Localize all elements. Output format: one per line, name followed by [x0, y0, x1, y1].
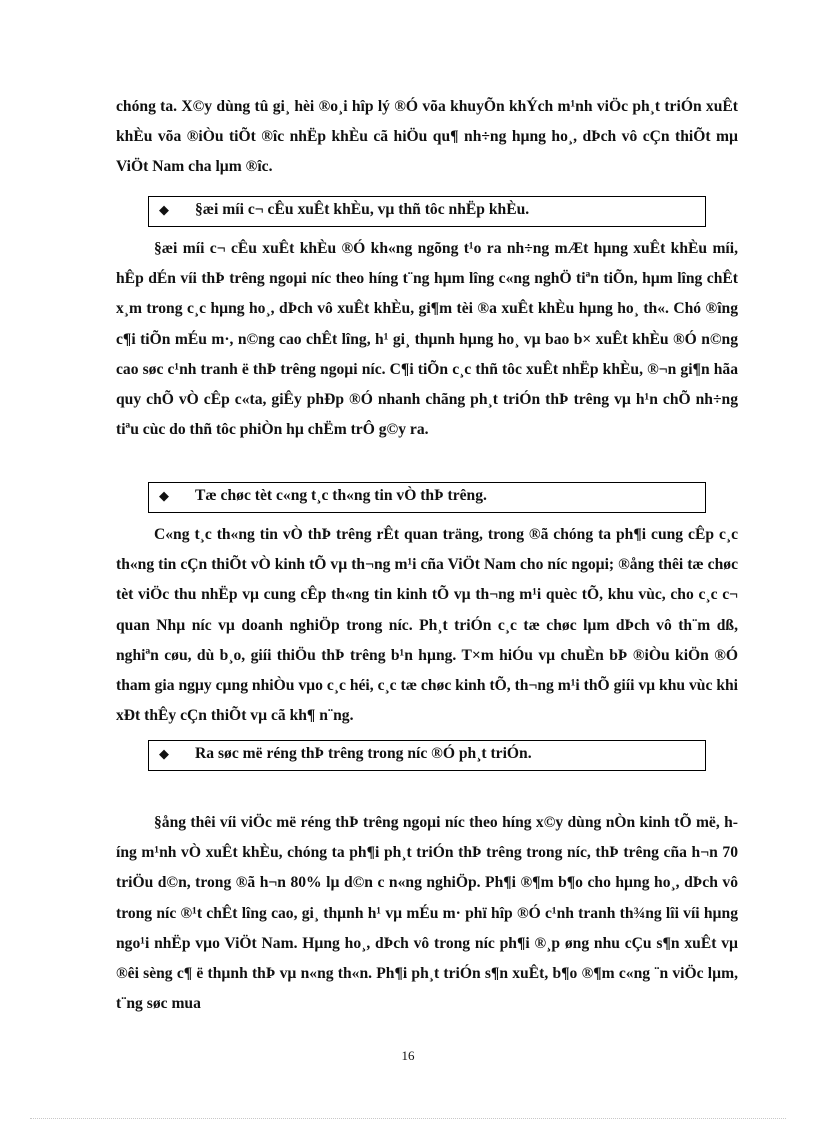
paragraph-1: chóng ta. X©y dùng tû gi¸ hèi ®o¸i hîp lý ®Ó võa khuyÕn khÝch m¹nh viÖc ph¸t triÓn xuÊt khÈu võa ®iÒu tiÕt ®îc nhËp khÈu cã hiÖu qu¶ nh÷ng hµng ho¸, dÞch vô cÇn thiÕt mµ ViÖt Nam cha lµm ®îc. — [116, 98, 738, 176]
section-heading-3 — [148, 740, 706, 771]
bullet-diamond-icon: ◆ — [159, 747, 169, 762]
paragraph-3: C«ng t¸c th«ng tin vÒ thÞ trêng rÊt quan träng, trong ®ã chóng ta ph¶i cung cÊp c¸c th«ng tin cÇn thiÕt vÒ kinh tÕ vµ th¬ng m¹i cña ViÖt Nam cho níc ngoµi; ®ång thêi tæ chøc tèt viÖc thu nhËp vµ cung cÊp th«ng tin kinh tÕ vµ th¬ng m¹i quèc tÕ, khu vùc, cho c¸c c¬ quan Nhµ níc vµ doanh nghiÖp trong níc. Ph¸t triÓn c¸c tæ chøc lµm dÞch vô th¨m dß, nghiªn cøu, dù b¸o, giíi thiÖu thÞ trêng b¹n hµng. T×m hiÓu vµ chuÈn bÞ ®iÒu kiÖn ®Ó tham gia ngµy cµng nhiÒu vµo c¸c héi, c¸c tæ chøc kinh tÕ, th¬ng m¹i thÕ giíi vµ khu vùc khi xÐt thÊy cÇn thiÕt vµ cã kh¶ n¨ng. — [116, 526, 738, 725]
paragraph-2: §æi míi c¬ cÊu xuÊt khÈu ®Ó kh«ng ngõng t¹o ra nh÷ng mÆt hµng xuÊt khÈu míi, hÊp dÉn víi thÞ trêng ngoµi níc theo híng t¨ng hµm lîng c«ng nghÖ tiªn tiÕn, hµm lîng chÊt x¸m trong c¸c hµng ho¸, dÞch vô xuÊt khÈu, gi¶m tèi ®a xuÊt khÈu hµng ho¸ th«. Chó ®îng c¶i tiÕn mÉu m·, n©ng cao chÊt lîng, h¹ gi¸ thµnh hµng ho¸ vµ bao b× xuÊt khÈu ®Ó n©ng cao søc c¹nh tranh ë thÞ trêng ngoµi níc. C¶i tiÕn c¸c thñ tôc xuÊt nhËp khÈu, ®¬n gi¶n hãa quy chÕ vÒ cÊp c«ta, giÊy phÐp ®Ó nhanh chãng ph¸t triÓn thÞ trêng vµ h¹n chÕ nh÷ng tiªu cùc do thñ tôc phiÒn hµ chËm trÔ g©y ra. — [116, 240, 738, 439]
section-heading-1 — [148, 196, 706, 227]
section-heading-2-text: Tæ chøc tèt c«ng t¸c th«ng tin vÒ thÞ trêng. — [195, 487, 487, 504]
bullet-diamond-icon: ◆ — [159, 203, 169, 218]
section-heading-3-text: Ra søc më réng thÞ trêng trong níc ®Ó ph¸t triÓn. — [195, 745, 532, 762]
bullet-diamond-icon: ◆ — [159, 489, 169, 504]
section-heading-2 — [148, 482, 706, 513]
section-heading-1-text: §æi míi c¬ cÊu xuÊt khÈu, vµ thñ tôc nhËp khÈu. — [195, 201, 530, 218]
page-number: 16 — [401, 1048, 415, 1063]
paragraph-4: §ång thêi víi viÖc më réng thÞ trêng ngoµi níc theo híng x©y dùng nÒn kinh tÕ më, híng m¹nh vÒ xuÊt khÈu, chóng ta ph¶i ph¸t triÓn thÞ trêng trong níc, thÞ trêng cña h¬n 70 triÖu d©n, trong ®ã h¬n 80% lµ d©n c n«ng nghiÖp. Ph¶i ®¶m b¶o cho hµng ho¸, dÞch vô trong níc ®¹t chÊt lîng cao, gi¸ thµnh h¹ vµ mÉu m· phï hîp ®Ó c¹nh tranh th¾ng lîi víi hµng ngo¹i nhËp vµo ViÖt Nam. Hµng ho¸, dÞch vô trong níc ph¶i ®¸p øng nhu cÇu s¶n xuÊt vµ ®êi sèng c¶ ë thµnh thÞ vµ n«ng th«n. Ph¶i ph¸t triÓn s¶n xuÊt, b¶o ®¶m c«ng ¨n viÖc lµm, t¨ng søc mua — [116, 814, 738, 1013]
page-bottom-divider — [30, 1118, 786, 1119]
